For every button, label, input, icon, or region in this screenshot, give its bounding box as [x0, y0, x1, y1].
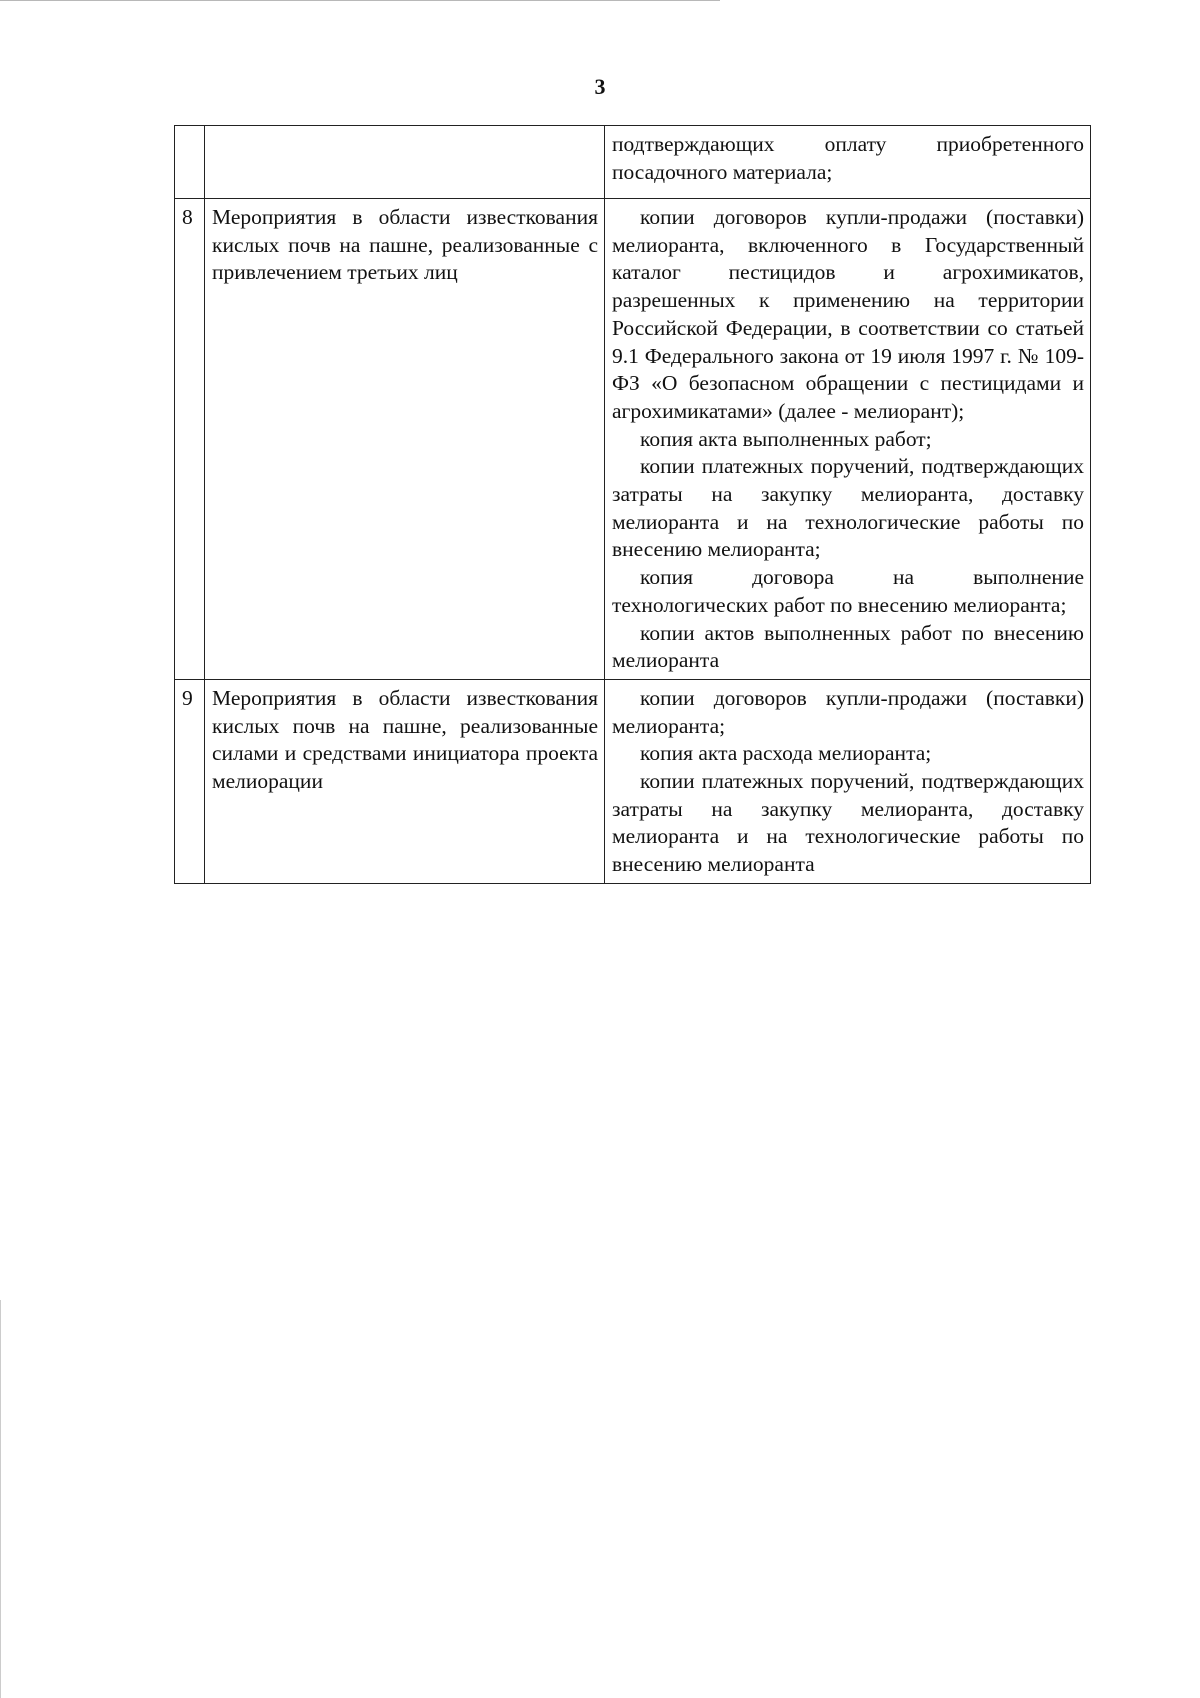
row-number: [175, 126, 205, 199]
document-item: копии платежных поручений, подтверждающих затраты на закупку мелиоранта, доставку мелиоранта и на технологические работы по внесению мелиоранта: [612, 769, 1084, 877]
document-item: подтверждающих оплату приобретенного посадочного материала;: [612, 132, 1084, 184]
row-number: 8: [175, 199, 205, 680]
event-description: Мероприятия в области известкования кислых почв на пашне, реализованные силами и средствами инициатора проекта мелиорации: [205, 679, 605, 883]
table-row: [175, 679, 1091, 883]
event-description: Мероприятия в области известкования кислых почв на пашне, реализованные с привлечением третьих лиц: [205, 199, 605, 680]
documents-table: [174, 125, 1091, 884]
document-item: копия договора на выполнение технологических работ по внесению мелиоранта;: [612, 565, 1084, 617]
row-number: 9: [175, 679, 205, 883]
documents-cell: [605, 199, 1091, 680]
documents-cell: [605, 126, 1091, 199]
document-item: копии актов выполненных работ по внесению мелиоранта: [612, 620, 1084, 673]
document-item: копия акта расхода мелиоранта;: [640, 741, 932, 766]
document-item: копия акта выполненных работ;: [640, 426, 932, 451]
document-item: копии договоров купли-продажи (поставки) мелиоранта, включенного в Государственный каталог пестицидов и агрохимикатов, разрешенных к применению на территории Российской Федерации, в соответствии со статьей 9.1 Федерального закона от 19 июля 1997 г. № 109-ФЗ «О безопасном обращении с пестицидами и агрохимикатами» (далее - мелиорант);: [612, 205, 1084, 423]
document-item: копии платежных поручений, подтверждающих затраты на закупку мелиоранта, доставку мелиоранта и на технологические работы по внесению мелиоранта;: [612, 454, 1084, 562]
table-row: [175, 126, 1091, 199]
scan-top-edge: [0, 0, 720, 1]
page-number: 3: [594, 74, 606, 99]
documents-cell: [605, 679, 1091, 883]
event-description: [205, 126, 605, 199]
document-item: копии договоров купли-продажи (поставки) мелиоранта;: [612, 685, 1084, 738]
table-row: [175, 199, 1091, 680]
scan-left-edge: [0, 1300, 1, 1698]
